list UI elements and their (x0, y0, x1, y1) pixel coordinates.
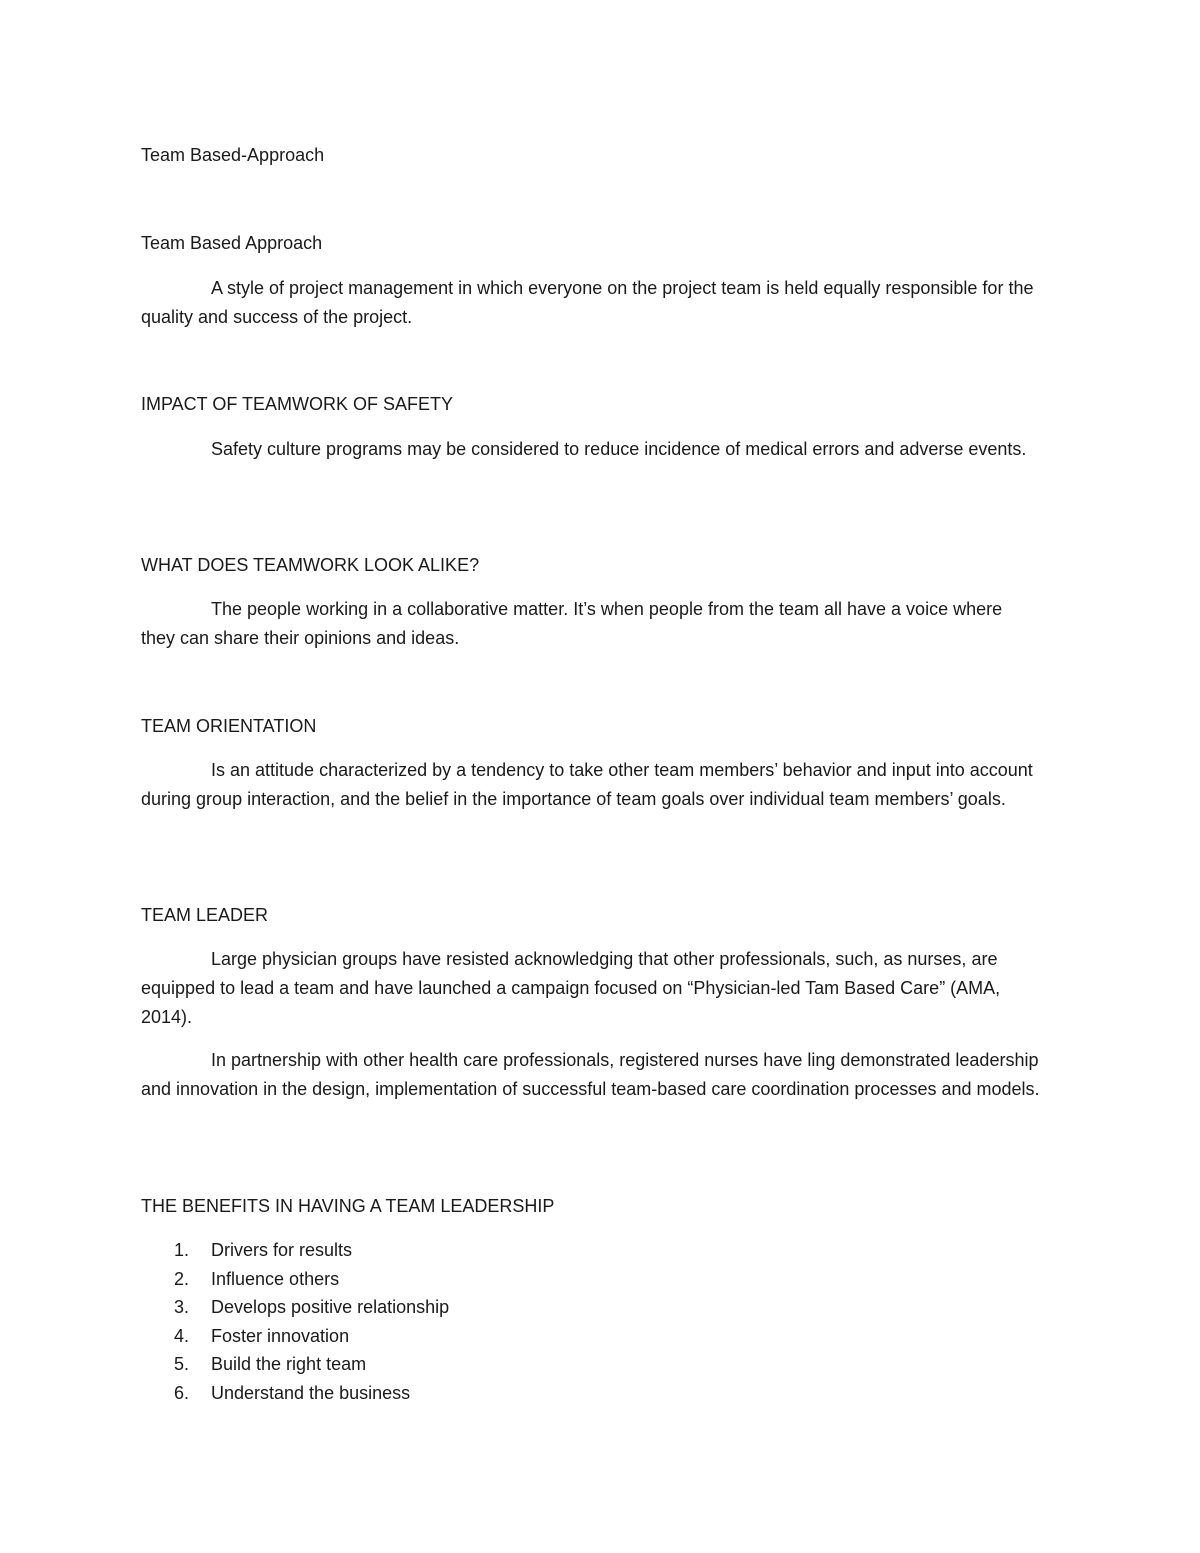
leader-heading: TEAM LEADER (141, 905, 269, 925)
list-item-text: Drivers for results (211, 1240, 353, 1260)
orientation-paragraph: Is an attitude characterized by a tendency to take other team members’ behavior and input into account during group interaction, and the belief in the importance of team goals over individual team members’ goals. (141, 760, 1033, 809)
list-item-text: Develops positive relationship (211, 1297, 450, 1317)
leader-paragraph-1: Large physician groups have resisted acknowledging that other professionals, such, as nurses, are equipped to lead a team and have launched a campaign focused on “Physician-led Tam Based Care” (AMA, 2014). (141, 949, 1001, 1027)
list-item-text: Build the right team (211, 1354, 367, 1374)
teamwork-look-paragraph: The people working in a collaborative matter. It’s when people from the team all have a voice where they can share their opinions and ideas. (141, 599, 1003, 648)
definition-paragraph: A style of project management in which everyone on the project team is held equally responsible for the quality and success of the project. (141, 278, 1034, 327)
list-item (141, 1350, 449, 1379)
benefits-heading: THE BENEFITS IN HAVING A TEAM LEADERSHIP (141, 1196, 555, 1216)
list-item-number: 4. (174, 1325, 190, 1346)
impact-heading: IMPACT OF TEAMWORK OF SAFETY (141, 394, 454, 414)
list-item (141, 1379, 449, 1408)
document-title: Team Based-Approach (141, 145, 325, 165)
list-item-text: Influence others (211, 1268, 340, 1289)
teamwork-look-heading: WHAT DOES TEAMWORK LOOK ALIKE? (141, 555, 480, 575)
list-item-number: 2. (174, 1268, 190, 1289)
leader-paragraph-2: In partnership with other health care professionals, registered nurses have ling demonstrated leadership and innovation in the design, implementation of successful team-based care coordination processes and models. (141, 1050, 1040, 1099)
list-item (141, 1265, 449, 1294)
benefits-list (141, 1236, 449, 1407)
list-item-number: 3. (174, 1297, 190, 1317)
list-item-text: Foster innovation (211, 1325, 350, 1346)
list-item-number: 5. (174, 1354, 190, 1374)
section-title: Team Based Approach (141, 233, 323, 253)
list-item (141, 1236, 449, 1265)
list-item-text: Understand the business (211, 1382, 411, 1403)
list-item (141, 1293, 449, 1322)
list-item-number: 6. (174, 1382, 190, 1403)
orientation-heading: TEAM ORIENTATION (141, 716, 317, 736)
list-item-number: 1. (174, 1240, 190, 1260)
list-item (141, 1322, 449, 1351)
impact-paragraph: Safety culture programs may be considered to reduce incidence of medical errors and adverse events. (211, 439, 1027, 459)
